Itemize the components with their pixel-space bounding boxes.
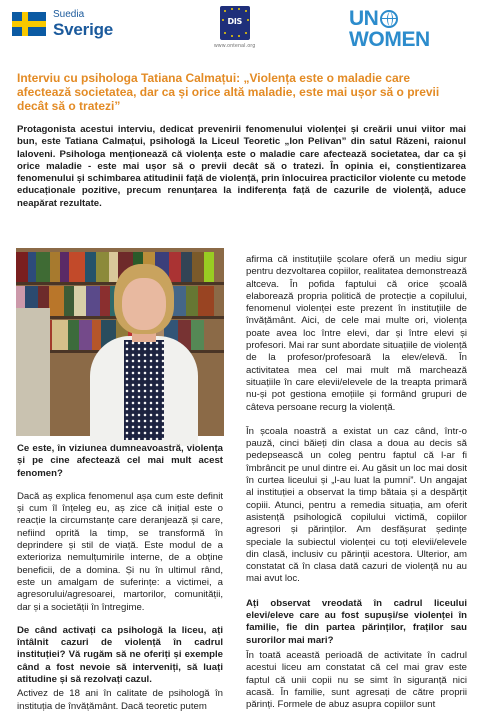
unwomen-women-text: WOMEN xyxy=(349,28,430,51)
sweden-logo-small-text: Suedia xyxy=(53,9,85,20)
question-2: De când activați ca psihologă la liceu, ați întâlnit cazuri de violență în cadrul instituției? Vă rugăm să ne oferiți și exemple când a fost nevoie să interveniți, să luați atitudine și să rezolvați cazul. xyxy=(17,624,223,686)
answer-2: Activez de 18 ani în calitate de psihologă în instituția de învățământ. Dacă teoretic putem xyxy=(17,688,223,712)
right-paragraph-1: afirma că instituțiile școlare oferă un mediu sigur pentru dezvoltarea copiilor, realitatea demonstrează altceva. În pofida faptului că orice școală elaborează propria politică de protecție a copilului, fenomenul violenței este prezent în instituțiile de învățământ. Aici, de cele mai multe ori, violența poate avea loc între elevi, dar și între elevi și profesori. Mai rar sunt abordate situațiile de violență de la profesor/profesoară la elev/elevă. În activitatea mea cel mai mult mă marchează situațiile în care elevii/elevele de la treapta primară nu-și pot gestiona emoțiile și formând grupuri de câteva persoane recurg la violență. xyxy=(246,254,467,413)
left-column xyxy=(17,443,223,724)
question-3: Ați observat vreodată în cadrul liceului elevi/eleve care au fost supuși/se violenței în familie, fie din partea părinților, fraților sau surorilor mai mari? xyxy=(246,597,467,646)
question-1: Ce este, în viziunea dumneavoastră, violența și pe cine afectează cel mai mult acest fenomen? xyxy=(17,443,223,479)
un-globe-icon xyxy=(380,10,398,28)
interview-photo xyxy=(16,248,224,436)
sweden-flag-icon xyxy=(12,12,46,36)
right-paragraph-2: În școala noastră a existat un caz când, într-o pauză, cinci băieți din clasa a doua au decis să pedepsească un coleg pentru faptul că l-ar fi îmbrâncit pe unul dintre ei. Au găsit un loc mai dosit în curtea liceului și „l-au luat la pumni”. Un angajat al instituției a observat la timp bătaia și a despărțit copiii. Atunci, pentru a remedia situația, am oferit asistență psihologică copilului victimă, copiilor agresori și părinților. Am desfășurat ședințe speciale la subiectul violenței cu toți elevii/elevele din clasă, inclusiv cu părinții acestora. Ulterior, am constatat că în clasa dată cazuri de violență nu au mai avut loc. xyxy=(246,425,467,585)
unwomen-un-text: UN xyxy=(349,7,379,30)
right-column xyxy=(246,254,467,722)
page-header xyxy=(0,0,479,62)
article-title: Interviu cu psihologa Tatiana Calmațui: „Violența este o maladie care afectează societatea, dar ca și orice altă maladie, este mai ușor să o previi decât să o tratezi” xyxy=(17,71,440,113)
sweden-logo-big-text: Sverige xyxy=(53,20,114,39)
dis-url: www.ontenal.org xyxy=(214,43,256,49)
sweden-logo xyxy=(12,10,113,38)
dis-logo-text: DIS xyxy=(227,17,242,26)
answer-3: În toată această perioadă de activitate în cadrul acestui liceu am constatat că cel mai grav este faptul că unii copii nu se simt în siguranță nici acasă. În familie, sunt agresați de către proprii părinți. Formele de abuz asupra copiilor sunt xyxy=(246,649,467,711)
dis-logo-icon xyxy=(220,6,250,40)
answer-1: Dacă aș explica fenomenul așa cum este definit și cum îl înțeleg eu, aș zice că inițial este o reacție la circumstanțe care deranjează și care, nefiind oprită la timp, se transformă în deprindere și stil de viață. Este modul de a exterioriza nemulțumirile interne, de a obține beneficii, de a domina. Și nu în ultimul rând, este un amalgam de suferințe: a victimei, a agresorului/agresoarei, martorilor, comunității, dar și a societății în întregime. xyxy=(17,490,223,613)
article-intro: Protagonista acestui interviu, dedicat prevenirii fenomenului violenței și creării unui viitor mai bun, este Tatiana Calmațui, psihologă la Liceul Teoretic „Ion Pelivan” din satul Răzeni, raionul Ialoveni. Psihologa menționează că violența este o maladie care afectează societatea, dar ca și orice maladie - este mai ușor să o previi decât să o tratezi. În opinia ei, conștientizarea fenomenului și schimbarea atitudinii față de violență, prin înlocuirea practicilor violente cu metode educaționale pozitive, precum renunțarea la indiferența față de cazurile de violență, aduce neapărat rezultate. xyxy=(17,124,466,209)
unwomen-logo xyxy=(349,8,430,51)
dis-logo xyxy=(214,6,255,49)
